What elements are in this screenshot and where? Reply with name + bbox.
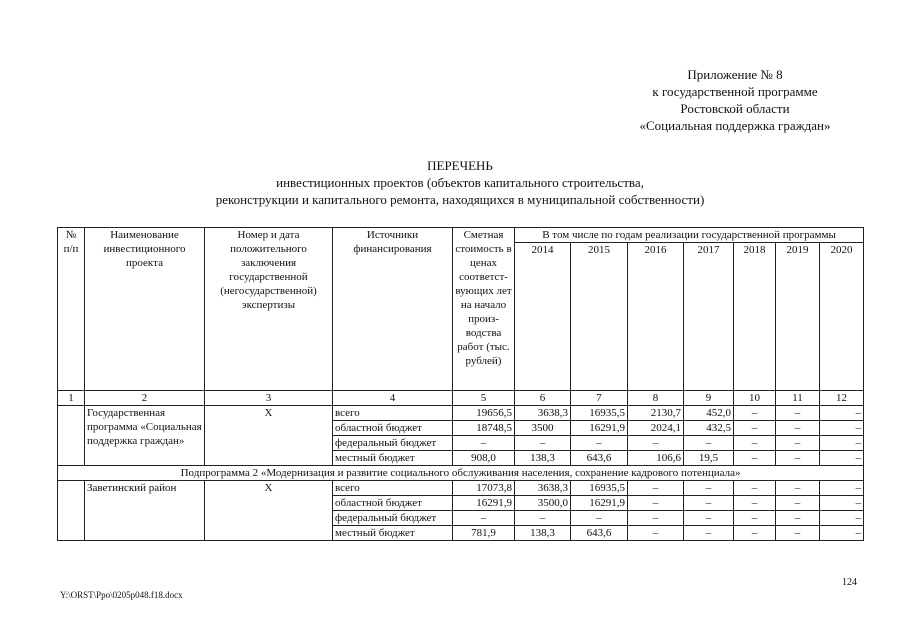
col-number: 6 bbox=[515, 391, 571, 406]
year-value-cell: – bbox=[628, 436, 684, 451]
year-value-cell: – bbox=[734, 481, 776, 496]
header-num: № п/п bbox=[58, 228, 85, 391]
year-value-cell: 16935,5 bbox=[571, 406, 628, 421]
header-project-name: Наименование инвестиционного проекта bbox=[85, 228, 205, 391]
page-number: 124 bbox=[842, 577, 857, 588]
year-value-cell: – bbox=[776, 436, 820, 451]
subprogram-title: Подпрограмма 2 «Модернизация и развитие социального обслуживания населения, сохранение кадрового потенциала» bbox=[58, 466, 864, 481]
year-value-cell: – bbox=[684, 511, 734, 526]
year-value-cell: – bbox=[734, 421, 776, 436]
header-year: 2015 bbox=[571, 243, 628, 391]
col-number: 11 bbox=[776, 391, 820, 406]
cost-cell: 781,9 bbox=[453, 526, 515, 541]
cost-cell: 908,0 bbox=[453, 451, 515, 466]
col-number: 2 bbox=[85, 391, 205, 406]
year-value-cell: 16291,9 bbox=[571, 496, 628, 511]
year-value-cell: – bbox=[628, 511, 684, 526]
year-value-cell: – bbox=[776, 406, 820, 421]
header-cost: Сметная стоимость в ценах соответст-вующих лет на начало произ-водства работ (тыс. рублей) bbox=[453, 228, 515, 391]
col-number: 8 bbox=[628, 391, 684, 406]
header-row-1 bbox=[58, 228, 864, 243]
source-cell: федеральный бюджет bbox=[333, 511, 453, 526]
header-year: 2014 bbox=[515, 243, 571, 391]
header-year: 2017 bbox=[684, 243, 734, 391]
year-value-cell: – bbox=[684, 526, 734, 541]
year-value-cell: – bbox=[684, 496, 734, 511]
row-num-cell bbox=[58, 406, 85, 466]
appendix-block bbox=[600, 66, 870, 134]
year-value-cell: 432,5 bbox=[684, 421, 734, 436]
document-subtitle-line2: реконструкции и капитального ремонта, находящихся в муниципальной собственности) bbox=[215, 192, 705, 207]
col-number: 7 bbox=[571, 391, 628, 406]
year-value-cell: – bbox=[820, 511, 864, 526]
subprogram-row bbox=[58, 466, 864, 481]
year-value-cell: 3500,0 bbox=[515, 496, 571, 511]
year-value-cell: 2130,7 bbox=[628, 406, 684, 421]
col-number: 9 bbox=[684, 391, 734, 406]
cost-cell: – bbox=[453, 511, 515, 526]
cost-cell: 18748,5 bbox=[453, 421, 515, 436]
year-value-cell: 3638,3 bbox=[515, 481, 571, 496]
year-value-cell: – bbox=[734, 511, 776, 526]
year-value-cell: 3500 bbox=[515, 421, 571, 436]
cost-cell: 17073,8 bbox=[453, 481, 515, 496]
year-value-cell: – bbox=[571, 511, 628, 526]
col-number: 1 bbox=[58, 391, 85, 406]
appendix-number: Приложение № 8 bbox=[687, 67, 783, 82]
appendix-region: Ростовской области bbox=[680, 101, 790, 116]
project-name-cell: Государственная программа «Социальная поддержка граждан» bbox=[85, 406, 205, 466]
year-value-cell: 643,6 bbox=[571, 451, 628, 466]
year-value-cell: – bbox=[820, 406, 864, 421]
year-value-cell: – bbox=[571, 436, 628, 451]
year-value-cell: – bbox=[776, 421, 820, 436]
expertise-cell: Х bbox=[205, 406, 333, 466]
year-value-cell: 2024,1 bbox=[628, 421, 684, 436]
col-number: 4 bbox=[333, 391, 453, 406]
year-value-cell: – bbox=[776, 481, 820, 496]
source-cell: областной бюджет bbox=[333, 496, 453, 511]
header-years-group: В том числе по годам реализации государственной программы bbox=[515, 228, 864, 243]
col-number: 12 bbox=[820, 391, 864, 406]
file-path: Y:\ORST\Ppo\0205p048.f18.docx bbox=[60, 590, 183, 600]
year-value-cell: 16291,9 bbox=[571, 421, 628, 436]
source-cell: областной бюджет bbox=[333, 421, 453, 436]
source-cell: федеральный бюджет bbox=[333, 436, 453, 451]
header-year: 2019 bbox=[776, 243, 820, 391]
year-value-cell: – bbox=[628, 526, 684, 541]
header-year: 2016 bbox=[628, 243, 684, 391]
year-value-cell: – bbox=[820, 436, 864, 451]
header-sources: Источники финансирования bbox=[333, 228, 453, 391]
year-value-cell: 106,6 bbox=[628, 451, 684, 466]
cost-cell: – bbox=[453, 436, 515, 451]
header-year: 2018 bbox=[734, 243, 776, 391]
source-cell: местный бюджет bbox=[333, 526, 453, 541]
document-heading bbox=[100, 157, 820, 208]
cost-cell: 19656,5 bbox=[453, 406, 515, 421]
investment-projects-table bbox=[57, 227, 864, 541]
row-num-cell bbox=[58, 481, 85, 541]
source-cell: местный бюджет bbox=[333, 451, 453, 466]
year-value-cell: – bbox=[776, 451, 820, 466]
appendix-ref: к государственной программе bbox=[652, 84, 818, 99]
year-value-cell: – bbox=[515, 511, 571, 526]
appendix-program: «Социальная поддержка граждан» bbox=[639, 118, 831, 133]
year-value-cell: – bbox=[734, 451, 776, 466]
year-value-cell: 16935,5 bbox=[571, 481, 628, 496]
column-number-row bbox=[58, 391, 864, 406]
year-value-cell: 3638,3 bbox=[515, 406, 571, 421]
year-value-cell: – bbox=[734, 406, 776, 421]
year-value-cell: 452,0 bbox=[684, 406, 734, 421]
year-value-cell: – bbox=[820, 451, 864, 466]
header-expertise: Номер и дата положительного заключения государственной (негосударственной) экспертизы bbox=[205, 228, 333, 391]
document-subtitle-line1: инвестиционных проектов (объектов капитального строительства, bbox=[276, 175, 644, 190]
year-value-cell: 138,3 bbox=[515, 451, 571, 466]
year-value-cell: 19,5 bbox=[684, 451, 734, 466]
table-row bbox=[58, 406, 864, 421]
col-number: 3 bbox=[205, 391, 333, 406]
project-name-cell: Заветинский район bbox=[85, 481, 205, 541]
year-value-cell: 643,6 bbox=[571, 526, 628, 541]
source-cell: всего bbox=[333, 406, 453, 421]
year-value-cell: – bbox=[820, 481, 864, 496]
year-value-cell: – bbox=[820, 421, 864, 436]
year-value-cell: – bbox=[820, 526, 864, 541]
header-year: 2020 bbox=[820, 243, 864, 391]
year-value-cell: – bbox=[684, 481, 734, 496]
year-value-cell: – bbox=[628, 496, 684, 511]
year-value-cell: – bbox=[776, 526, 820, 541]
year-value-cell: 138,3 bbox=[515, 526, 571, 541]
document-title: ПЕРЕЧЕНЬ bbox=[427, 158, 493, 173]
source-cell: всего bbox=[333, 481, 453, 496]
year-value-cell: – bbox=[628, 481, 684, 496]
year-value-cell: – bbox=[734, 526, 776, 541]
year-value-cell: – bbox=[734, 496, 776, 511]
year-value-cell: – bbox=[684, 436, 734, 451]
year-value-cell: – bbox=[515, 436, 571, 451]
year-value-cell: – bbox=[734, 436, 776, 451]
year-value-cell: – bbox=[776, 511, 820, 526]
col-number: 10 bbox=[734, 391, 776, 406]
cost-cell: 16291,9 bbox=[453, 496, 515, 511]
col-number: 5 bbox=[453, 391, 515, 406]
expertise-cell: Х bbox=[205, 481, 333, 541]
year-value-cell: – bbox=[820, 496, 864, 511]
year-value-cell: – bbox=[776, 496, 820, 511]
table-row bbox=[58, 481, 864, 496]
